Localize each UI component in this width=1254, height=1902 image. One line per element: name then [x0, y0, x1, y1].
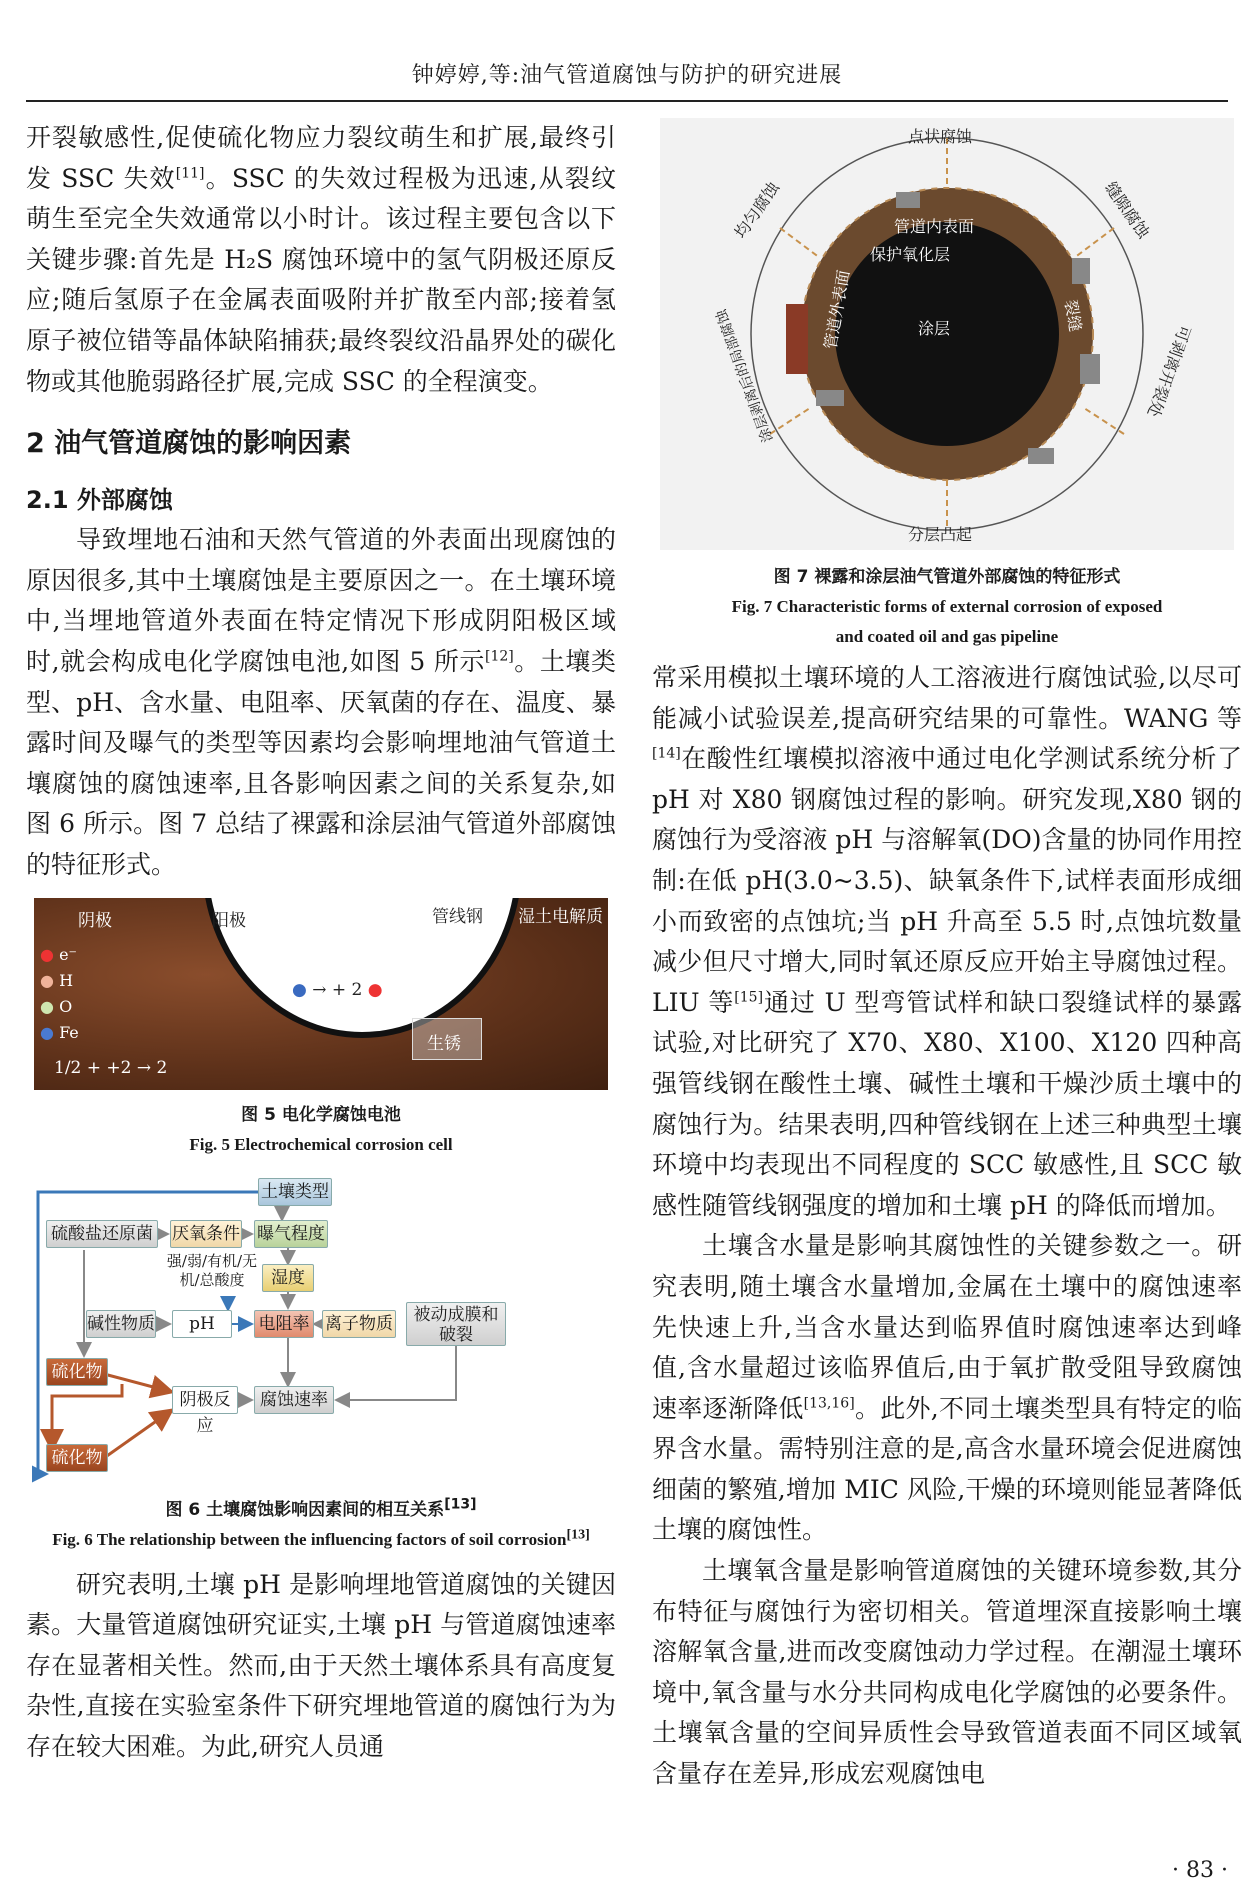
- box-alkaline: 碱性物质: [86, 1310, 156, 1338]
- fig6-caption-cn: 图 6 土壤腐蚀影响因素间的相互关系[13]: [165, 1495, 477, 1520]
- rust-box: [412, 1018, 482, 1060]
- layered-bulge-label: 分层凸起: [908, 525, 973, 544]
- box-sulfide-1: 硫化物: [46, 1358, 108, 1386]
- external-corrosion-image: [660, 118, 1234, 550]
- oxide-layer-label: 保护氧化层: [870, 245, 951, 264]
- legend-oxygen: ● O: [40, 996, 73, 1016]
- fig7-caption-en-1: Fig. 7 Characteristic forms of external corrosion of exposed: [731, 597, 1163, 616]
- moisture-paragraph: 土壤含水量是影响其腐蚀性的关键参数之一。研究表明,随土壤含水量增加,金属在土壤中的腐蚀速率先快速上升,当含水量达到临界值时腐蚀速率达到峰值,含水量超过该临界值后,由于氧扩散受阻导致腐蚀速率逐渐降低[13,16]。此外,不同土壤类型具有特定的临界含水量。需特别注意的是,高含水量环境会促进腐蚀细菌的繁殖,增加 MIC 风险,干燥的环境则能显著降低土壤的腐蚀性。: [652, 1231, 1242, 1545]
- fig7-caption-en-2: and coated oil and gas pipeline: [835, 627, 1059, 646]
- box-sulfate-bacteria: 硫酸盐还原菌: [46, 1220, 158, 1248]
- box-cathode-reaction: 阴极反应: [172, 1386, 238, 1414]
- ref-13-16: [13,16]: [803, 1395, 855, 1412]
- box-resistivity: 电阻率: [254, 1310, 314, 1338]
- box-aeration: 曝气程度: [254, 1220, 328, 1248]
- box-sulfide-2: 硫化物: [46, 1444, 108, 1472]
- coating-label: 涂层: [918, 319, 951, 338]
- box-passive-film: 被动成膜和破裂: [406, 1302, 506, 1346]
- figure-6: [26, 1174, 616, 1555]
- legend-electron: ● e⁻: [40, 944, 77, 964]
- ref-14: [14]: [652, 745, 681, 762]
- legend: [40, 942, 79, 1046]
- intro-text: 开裂敏感性,促使硫化物应力裂纹萌生和扩展,最终引发 SSC 失效: [26, 123, 616, 193]
- crevice-label: 缝隙腐蚀: [1101, 178, 1154, 242]
- header-rule: [26, 100, 1228, 102]
- fig5-caption-en: Fig. 5 Electrochemical corrosion cell: [189, 1134, 453, 1154]
- ref-12: [12]: [484, 648, 514, 665]
- uniform-label: 均匀腐蚀: [730, 178, 783, 242]
- left-column: [26, 118, 616, 1767]
- reduction-equation: 1/2 + +2 → 2: [54, 1057, 168, 1078]
- crack-label: 裂缝: [1060, 298, 1086, 334]
- wet-soil-label: 湿土电解质: [518, 906, 603, 927]
- soil-ph-paragraph: 研究表明,土壤 pH 是影响埋地管道腐蚀的关键因素。大量管道腐蚀研究证实,土壤 pH 与管道腐蚀速率存在显著相关性。然而,由于天然土壤体系具有高度复杂性,直接在实验室条件下研究埋地管道的腐蚀行为为存在较大困难。为此,研究人员通: [26, 1569, 616, 1761]
- para2-text-a: 导致埋地石油和天然气管道的外表面出现腐蚀的原因很多,其中土壤腐蚀是主要原因之一。在土壤环境中,当埋地管道外表面在特定情况下形成阴阳极区域时,就会构成电化学腐蚀电池,如图 5 所示: [26, 525, 616, 676]
- legend-iron: ● Fe: [40, 1022, 79, 1042]
- cracking-damage-label: 可剥离开裂处: [1143, 322, 1195, 420]
- rust-label: 生锈: [427, 1033, 461, 1054]
- subsection-heading: 2.1 外部腐蚀: [26, 486, 173, 515]
- box-ionic: 离子物质: [322, 1310, 396, 1338]
- fig5-caption-cn: 图 5 电化学腐蚀电池: [241, 1104, 401, 1125]
- figure-7: [652, 118, 1242, 652]
- acidity-note: 强/弱/有机/无机/总酸度: [166, 1251, 258, 1289]
- section-heading: 2 油气管道腐蚀的影响因素: [26, 428, 352, 460]
- page-number: · 83 ·: [1172, 1858, 1228, 1883]
- figure-5: [26, 898, 616, 1160]
- inner-surface-label: 管道内表面: [894, 217, 975, 236]
- legend-hydrogen: ● H: [40, 970, 74, 990]
- fig7-caption-cn: 图 7 裸露和涂层油气管道外部腐蚀的特征形式: [773, 567, 1121, 587]
- oxidation-equation: ● → + 2 ●: [292, 979, 383, 1000]
- cathode-label: 阴极: [78, 910, 112, 931]
- pipe-steel-label: 管线钢: [432, 906, 483, 927]
- ref-11: [11]: [175, 165, 205, 182]
- coating-blister-label: 涂层剥离后的局部腐蚀: [713, 307, 777, 445]
- running-head: 钟婷婷,等:油气管道腐蚀与防护的研究进展: [411, 63, 843, 88]
- right-paragraph-1: 常采用模拟土壤环境的人工溶液进行腐蚀试验,以尽可能减小试验误差,提高研究结果的可靠性。WANG 等[14]在酸性红壤模拟溶液中通过电化学测试系统分析了 pH 对 X80 钢腐蚀过程的影响。研究发现,X80 钢的腐蚀行为受溶液 pH 与溶解氧(DO)含量的协同作用控制:在低 pH(3.0~3.5)、缺氧条件下,试样表面形成细小而致密的点蚀坑;当 pH 升高至 5.5 时,点蚀坑数量减少但尺寸增大,同时氧还原反应开始主导腐蚀过程。LIU 等[15]通过 U 型弯管试样和缺口裂缝试样的暴露试验,对比研究了 X70、X80、X100、X120 四种高强管线钢在酸性土壤、碱性土壤和干燥沙质土壤中的腐蚀行为。结果表明,四种管线钢在上述三种典型土壤环境中均表现出不同程度的 SCC 敏感性,且 SCC 敏感性随管线钢强度的增加和土壤 pH 的降低而增加。: [652, 663, 1243, 1220]
- corrosion-cell-image: [34, 898, 608, 1090]
- outer-surface-label: 管道外表面: [820, 268, 854, 351]
- box-ph: pH: [172, 1310, 232, 1338]
- box-corrosion-rate: 腐蚀速率: [254, 1386, 334, 1414]
- pitting-label: 点状腐蚀: [908, 127, 973, 146]
- soil-factor-diagram: [32, 1174, 610, 1489]
- right-column: [652, 118, 1242, 1795]
- anode-label: 阳极: [212, 910, 246, 931]
- ref-15: [15]: [734, 989, 764, 1006]
- para2-text-b: 。土壤类型、pH、含水量、电阻率、厌氧菌的存在、温度、暴露时间及曝气的类型等因素均会影响埋地油气管道土壤腐蚀的腐蚀速率,且各影响因素之间的关系复杂,如图 6 所示。图 7 总结了裸露和涂层油气管道外部腐蚀的特征形式。: [26, 646, 616, 879]
- external-corrosion-paragraph: [26, 520, 616, 885]
- intro-paragraph: [26, 118, 616, 402]
- oxygen-paragraph: 土壤氧含量是影响管道腐蚀的关键环境参数,其分布特征与腐蚀行为密切相关。管道埋深直接影响土壤溶解氧含量,进而改变腐蚀动力学过程。在潮湿土壤环境中,氧含量与水分共同构成电化学腐蚀的必要条件。土壤氧含量的空间异质性会导致管道表面不同区域氧含量存在差异,形成宏观腐蚀电: [652, 1556, 1242, 1789]
- box-humidity: 湿度: [262, 1264, 314, 1292]
- box-anaerobic: 厌氧条件: [170, 1220, 242, 1248]
- fig6-caption-en: Fig. 6 The relationship between the influencing factors of soil corrosion[13]: [52, 1526, 590, 1549]
- intro-text-b: 。SSC 的失效过程极为迅速,从裂纹萌生至完全失效通常以小时计。该过程主要包含以下关键步骤:首先是 H₂S 腐蚀环境中的氢气阴极还原反应;随后氢原子在金属表面吸附并扩散至内部;接着氢原子被位错等晶体缺陷捕获;最终裂纹沿晶界处的碳化物或其他脆弱路径扩展,完成 SSC 的全程演变。: [26, 163, 616, 396]
- box-soil-type: 土壤类型: [258, 1178, 332, 1206]
